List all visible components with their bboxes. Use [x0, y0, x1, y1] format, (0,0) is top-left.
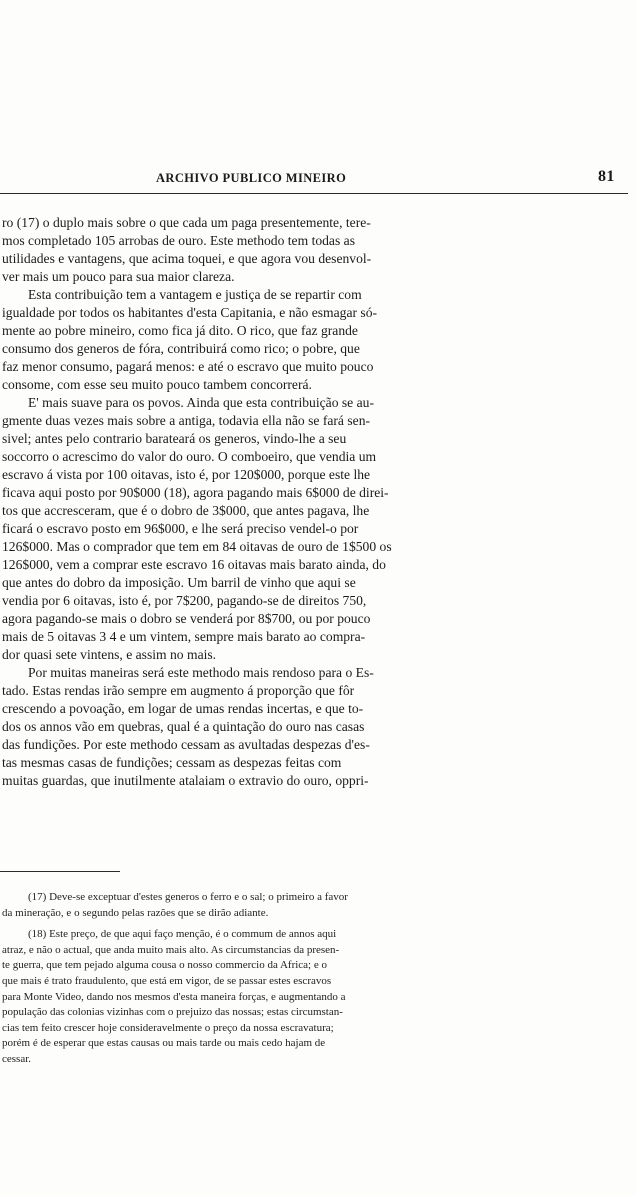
footnote-18-line: cias tem feito crescer hoje consideravelmente o preço da nossa escravatura;	[2, 1021, 334, 1034]
body-line: das fundições. Por este methodo cessam as avultadas despezas d'es-	[2, 737, 370, 752]
footnote-18-line: porém é de esperar que estas causas ou mais tarde ou mais cedo hajam de	[2, 1037, 326, 1050]
body-line: mos completado 105 arrobas de ouro. Este methodo tem todas as	[2, 233, 355, 248]
footnote-18-line: para Monte Video, dando nos mesmos d'esta maneira forças, e augmentando a	[2, 990, 346, 1003]
footnote-18-line: te guerra, que tem pejado alguma cousa o nosso commercio da Africa; e o	[2, 959, 327, 972]
header-rule	[0, 193, 628, 194]
footnote-18-line: população das colonias vizinhas com o prejuizo das nossas; estas circumstan-	[2, 1006, 343, 1019]
body-line: consome, com esse seu muito pouco tambem concorrerá.	[2, 377, 312, 392]
body-line: soccorro o acrescimo do valor do ouro. O comboeiro, que vendia um	[2, 449, 377, 464]
paragraph-start-line: Por muitas maneiras será este methodo mais rendoso para o Es-	[28, 665, 374, 680]
body-line: tos que accresceram, que é o dobro de 3$000, que antes pagava, lhe	[2, 503, 370, 518]
body-line: que antes do dobro da imposição. Um barril de vinho que aqui se	[2, 575, 356, 590]
body-line: agora pagando-se mais o dobro se venderá por 8$700, ou por pouco	[2, 611, 371, 626]
body-line: consumo dos generos de fóra, contribuirá como rico; o pobre, que	[2, 341, 360, 356]
body-line: dos os annos vão em quebras, qual é a quintação do ouro nas casas	[2, 719, 365, 734]
body-text	[2, 214, 626, 790]
body-line: vendia por 6 oitavas, isto é, por 7$200, pagando-se de direitos 750,	[2, 593, 367, 608]
body-line: ficava aqui posto por 90$000 (18), agora pagando mais 6$000 de direi-	[2, 485, 389, 500]
paragraph-start-line: E' mais suave para os povos. Ainda que esta contribuição se au-	[28, 395, 374, 410]
body-line: faz menor consumo, pagará menos: e até o escravo que muito pouco	[2, 359, 374, 374]
footnote-18-line: (18) Este preço, de que aqui faço menção, é o commum de annos aqui	[28, 928, 337, 941]
body-line: mais de 5 oitavas 3 4 e um vintem, sempre mais barato ao compra-	[2, 629, 366, 644]
header-title: ARCHIVO PUBLICO MINEIRO	[156, 171, 347, 185]
body-line: 126$000. Mas o comprador que tem em 84 oitavas de ouro de 1$500 os	[2, 539, 392, 554]
footnote-17-line: da mineração, e o segundo pelas razões que se dirão adiante.	[2, 906, 269, 919]
footnote-18-line: atraz, e não o actual, que anda muito mais alto. As circumstancias da presen-	[2, 943, 340, 956]
footnotes	[2, 890, 626, 1068]
body-line: gmente duas vezes mais sobre a antiga, todavia ella não se fará sen-	[2, 413, 371, 428]
body-line: tado. Estas rendas irão sempre em augmento á proporção que fôr	[2, 683, 355, 698]
body-line: muitas guardas, que inutilmente atalaiam o extravio do ouro, oppri-	[2, 773, 369, 788]
footnote-18-line: que mais é trato fraudulento, que está em vigor, de se passar estes escravos	[2, 974, 332, 987]
body-line: crescendo a povoação, em logar de umas rendas incertas, e que to-	[2, 701, 364, 716]
body-line: igualdade por todos os habitantes d'esta Capitania, e não esmagar só-	[2, 305, 378, 320]
body-line: ver mais um pouco para sua maior clareza.	[2, 269, 235, 284]
body-line: dor quasi sete vintens, e assim no mais.	[2, 647, 217, 662]
body-line: utilidades e vantagens, que acima toquei, e que agora vou desenvol-	[2, 251, 372, 266]
footnote-17-line: (17) Deve-se exceptuar d'estes generos o ferro e o sal; o primeiro a favor	[28, 891, 348, 903]
paragraph-start-line: Esta contribuição tem a vantagem e justiça de se repartir com	[28, 287, 362, 302]
body-line: sivel; antes pelo contrario barateará os generos, vindo-lhe a seu	[2, 431, 347, 446]
body-line: escravo á vista por 100 oitavas, isto é, por 120$000, porque este lhe	[2, 467, 371, 482]
body-line: ro (17) o duplo mais sobre o que cada um paga presentemente, tere-	[2, 215, 371, 230]
body-line: tas mesmas casas de fundições; cessam as despezas feitas com	[2, 755, 342, 770]
footnote-rule	[0, 871, 120, 872]
footnote-18-line: cessar.	[2, 1052, 32, 1065]
body-line: ficará o escravo posto em 96$000, e lhe será preciso vendel-o por	[2, 521, 359, 536]
page-number: 81	[598, 168, 615, 185]
body-line: mente ao pobre mineiro, como fica já dito. O rico, que faz grande	[2, 323, 358, 338]
body-line: 126$000, vem a comprar este escravo 16 oitavas mais barato ainda, do	[2, 557, 386, 572]
